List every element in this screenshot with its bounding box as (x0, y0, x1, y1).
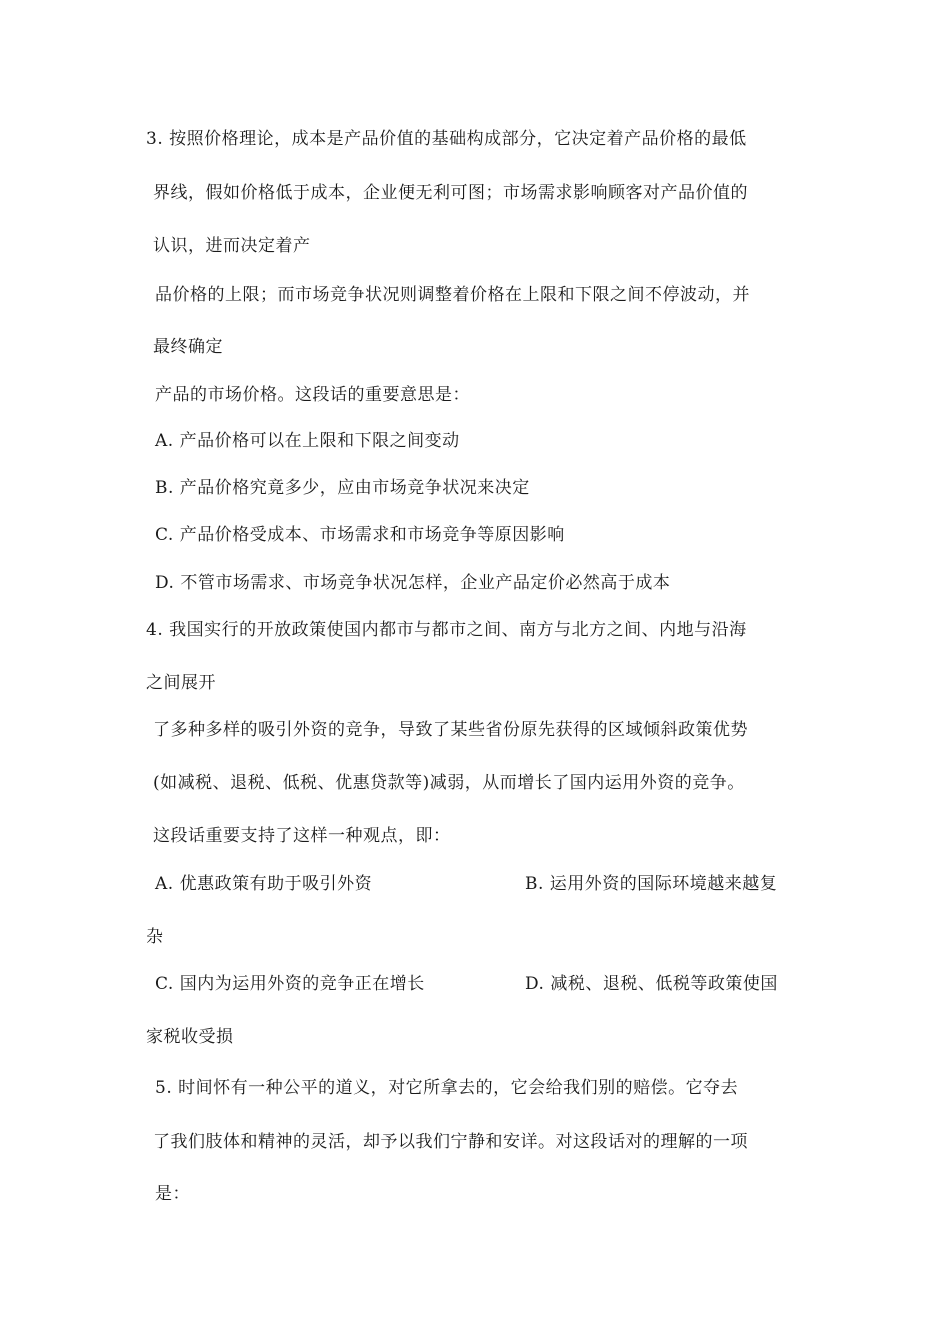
q4-option-c: C. 国内为运用外资的竞争正在增长 (155, 974, 425, 994)
q3-stem-line-6: 产品的市场价格。这段话的重要意思是： (155, 385, 470, 405)
q3-stem-line-5: 最终确定 (153, 337, 223, 357)
q3-option-d: D. 不管市场需求、市场竞争状况怎样，企业产品定价必然高于成本 (155, 573, 671, 593)
q4-stem-line-5: 这段话重要支持了这样一种观点，即： (153, 826, 451, 846)
q3-option-b: B. 产品价格究竟多少，应由市场竞争状况来决定 (155, 478, 530, 498)
q3-stem-line-1: 3. 按照价格理论，成本是产品价值的基础构成部分，它决定着产品价格的最低 (146, 129, 747, 149)
q4-option-b: B. 运用外资的国际环境越来越复 (525, 874, 778, 894)
q3-stem-line-4: 品价格的上限；而市场竞争状况则调整着价格在上限和下限之间不停波动，并 (155, 285, 750, 305)
q4-option-d-continued: 家税收受损 (146, 1027, 234, 1047)
q5-stem-line-1: 5. 时间怀有一种公平的道义，对它所拿去的，它会给我们别的赔偿。它夺去 (155, 1078, 739, 1098)
q5-stem-line-3: 是： (155, 1184, 190, 1204)
q4-option-a: A. 优惠政策有助于吸引外资 (155, 874, 373, 894)
q4-stem-line-4: (如减税、退税、低税、优惠贷款等)减弱，从而增长了国内运用外资的竞争。 (153, 773, 745, 793)
q3-stem-line-3: 认识，进而决定着产 (153, 236, 311, 256)
q4-option-b-continued: 杂 (146, 927, 164, 947)
q4-option-d: D. 减税、退税、低税等政策使国 (525, 974, 778, 994)
q3-option-a: A. 产品价格可以在上限和下限之间变动 (155, 431, 460, 451)
q4-stem-line-1: 4. 我国实行的开放政策使国内都市与都市之间、南方与北方之间、内地与沿海 (146, 620, 747, 640)
q3-option-c: C. 产品价格受成本、市场需求和市场竞争等原因影响 (155, 525, 565, 545)
q5-stem-line-2: 了我们肢体和精神的灵活，却予以我们宁静和安详。对这段话对的理解的一项 (153, 1132, 748, 1152)
q4-stem-line-3: 了多种多样的吸引外资的竞争，导致了某些省份原先获得的区域倾斜政策优势 (153, 720, 748, 740)
q4-stem-line-2: 之间展开 (146, 673, 216, 693)
q3-stem-line-2: 界线，假如价格低于成本，企业便无利可图；市场需求影响顾客对产品价值的 (153, 183, 748, 203)
